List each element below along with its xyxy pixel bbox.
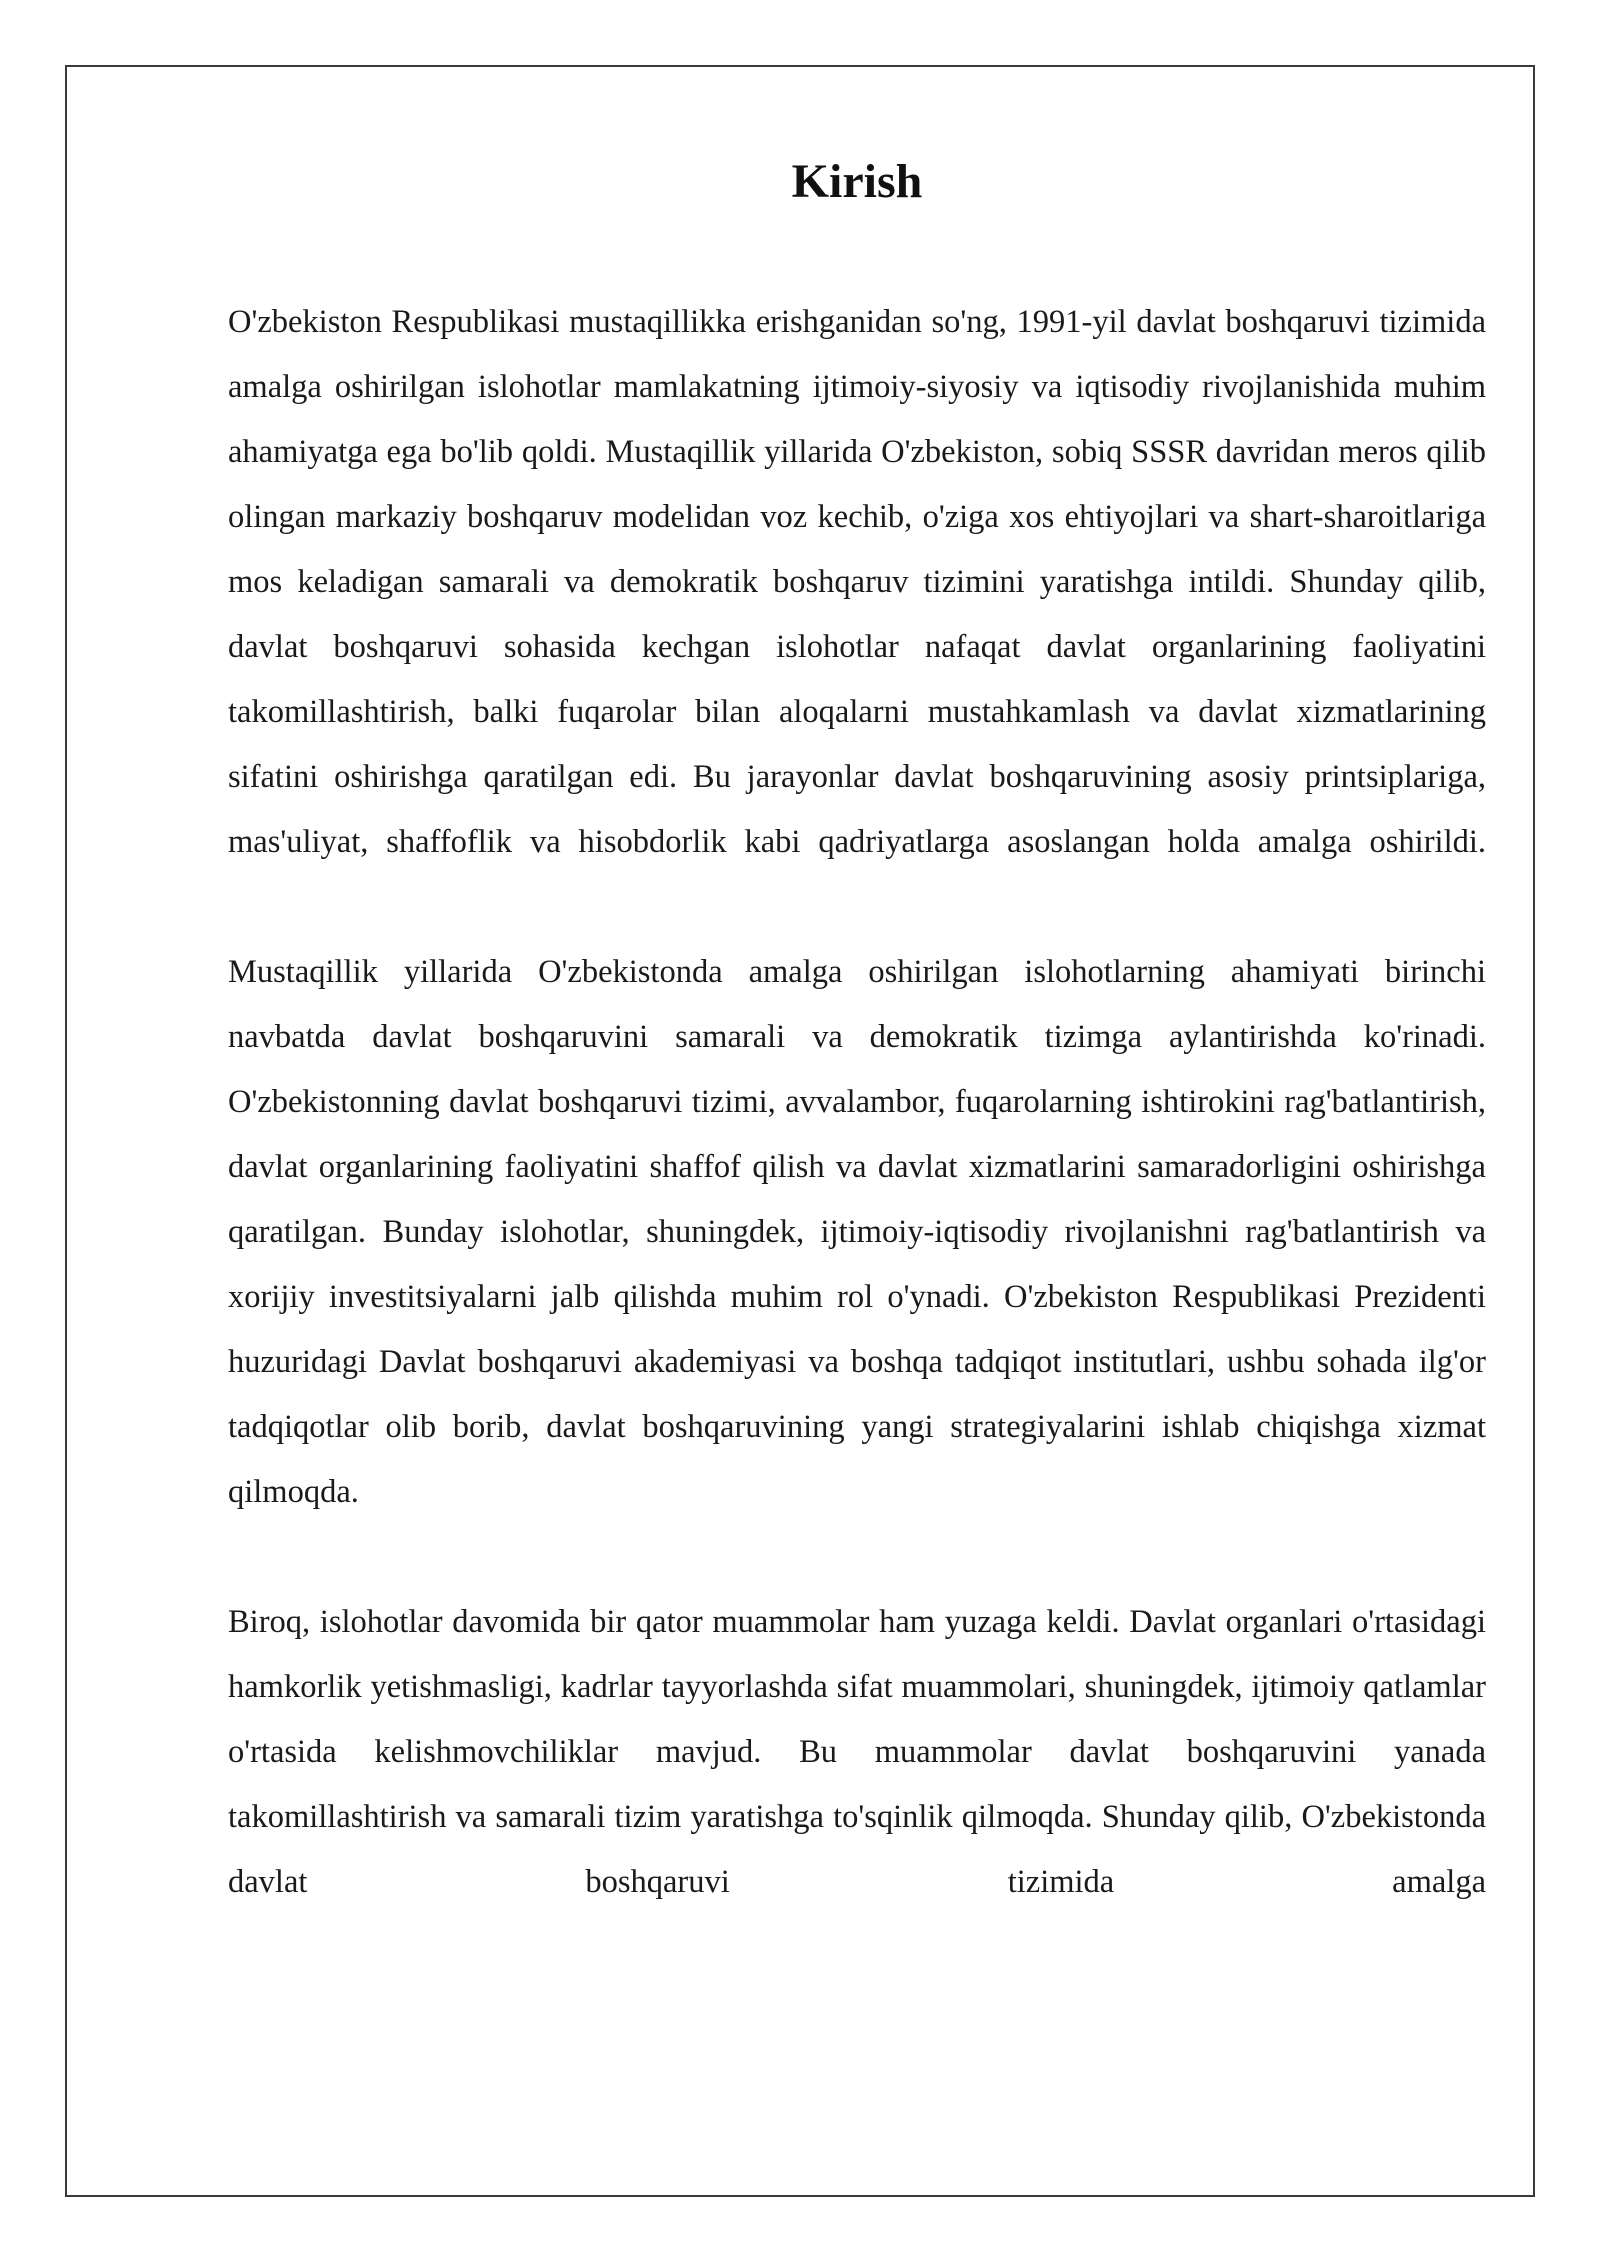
- paragraph-1: O'zbekiston Respublikasi mustaqillikka erishganidan so'ng, 1991-yil davlat boshqaruvi tizimida amalga oshirilgan islohotlar mamlakatning ijtimoiy-siyosiy va iqtisodiy rivojlanishida muhim ahamiyatga ega bo'lib qoldi. Mustaqillik yillarida O'zbekiston, sobiq SSSR davridan meros qilib olingan markaziy boshqaruv modelidan voz kechib, o'ziga xos ehtiyojlari va shart-sharoitlariga mos keladigan samarali va demokratik boshqaruv tizimini yaratishga intildi. Shunday qilib, davlat boshqaruvi sohasida kechgan islohotlar nafaqat davlat organlarining faoliyatini takomillashtirish, balki fuqarolar bilan aloqalarni mustahkamlash va davlat xizmatlarining sifatini oshirishga qaratilgan edi. Bu jarayonlar davlat boshqaruvining asosiy printsiplariga, mas'uliyat, shaffoflik va hisobdorlik kabi qadriyatlarga asoslangan holda amalga oshirildi.: [228, 304, 1486, 860]
- paragraph-2: Mustaqillik yillarida O'zbekistonda amalga oshirilgan islohotlarning ahamiyati birinchi navbatda davlat boshqaruvini samarali va demokratik tizimga aylantirishda ko'rinadi. O'zbekistonning davlat boshqaruvi tizimi, avvalambor, fuqarolarning ishtirokini rag'batlantirish, davlat organlarining faoliyatini shaffof qilish va davlat xizmatlarini samaradorligini oshirishga qaratilgan. Bunday islohotlar, shuningdek, ijtimoiy-iqtisodiy rivojlanishni rag'batlantirish va xorijiy investitsiyalarni jalb qilishda muhim rol o'ynadi. O'zbekiston Respublikasi Prezidenti huzuridagi Davlat boshqaruvi akademiyasi va boshqa tadqiqot institutlari, ushbu sohada ilg'or tadqiqotlar olib borib, davlat boshqaruvining yangi strategiyalarini ishlab chiqishga xizmat qilmoqda.: [228, 954, 1486, 1510]
- paragraph-3: Biroq, islohotlar davomida bir qator muammolar ham yuzaga keldi. Davlat organlari o'rtasidagi hamkorlik yetishmasligi, kadrlar tayyorlashda sifat muammolari, shuningdek, ijtimoiy qatlamlar o'rtasida kelishmovchiliklar mavjud. Bu muammolar davlat boshqaruvini yanada takomillashtirish va samarali tizim yaratishga to'sqinlik qilmoqda. Shunday qilib, O'zbekistonda davlat boshqaruvi tizimida amalga: [228, 1604, 1486, 1900]
- document-title: Kirish: [791, 155, 923, 208]
- document-body: [228, 290, 1486, 1915]
